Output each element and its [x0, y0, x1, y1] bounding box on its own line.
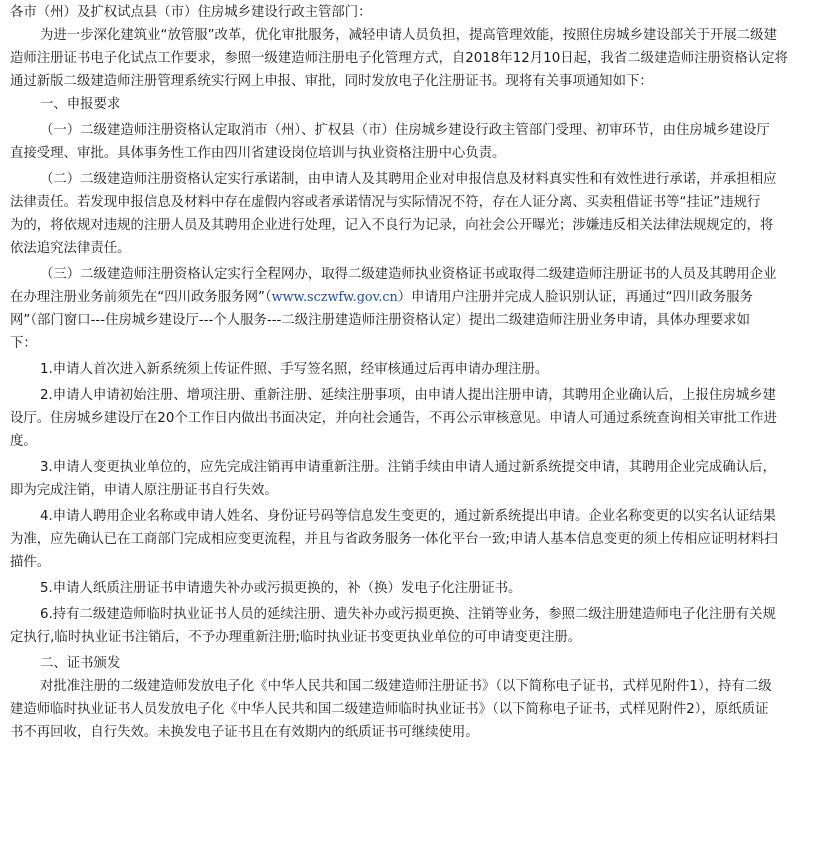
line-text-continued: ）申请用户注册并完成人脸识别认证，再通过“四川政务服务 [397, 290, 753, 305]
document-line [10, 480, 823, 501]
line-text: 3.申请人变更执业单位的，应先完成注销再申请重新注册。注销手续由申请人通过新系统提交申请，其聘用企业完成确认后， [40, 460, 776, 475]
document-line [10, 627, 823, 648]
document-line [10, 578, 823, 599]
document-line [10, 192, 823, 213]
line-text: （一）二级建造师注册资格认定取消市（州）、扩权县（市）住房城乡建设行政主管部门受理、初审环节，由住房城乡建设厅 [40, 123, 770, 138]
document-line [10, 71, 823, 92]
document-line [10, 120, 823, 141]
document-line [10, 408, 823, 429]
line-text: 下： [10, 336, 37, 351]
portal-url-link[interactable]: www.sczwfw.gov.cn [271, 290, 398, 305]
line-text: 为的，将依规对违规的注册人员及其聘用企业进行处理，记入不良行为记录，向社会公开曝光；涉嫌违反相关法律法规规定的，将 [10, 218, 774, 233]
document-line [10, 552, 823, 573]
document-line [10, 385, 823, 406]
line-text: 即为完成注销，申请人原注册证书自行失效。 [10, 483, 278, 498]
line-text: （二）二级建造师注册资格认定实行承诺制，由申请人及其聘用企业对申报信息及材料真实性和有效性进行承诺，并承担相应 [40, 172, 777, 187]
line-text: 设厅。住房城乡建设厅在20个工作日内做出书面决定，并向社会通告，不再公示审核意见。申请人可通过系统查询相关审批工作进 [10, 411, 777, 426]
line-text: 一、申报要求 [40, 97, 121, 112]
document-line [10, 359, 823, 380]
document-line [10, 215, 823, 236]
line-text: 直接受理、审批。具体事务性工作由四川省建设岗位培训与执业资格注册中心负责。 [10, 146, 506, 161]
document-line [10, 604, 823, 625]
document-line [10, 48, 823, 69]
line-text: 定执行,临时执业证书注销后，不予办理重新注册;临时执业证书变更执业单位的可申请变更注册。 [10, 630, 582, 645]
document-line [10, 676, 823, 697]
document-line [10, 529, 823, 550]
line-text: 网”（部门窗口---住房城乡建设厅---个人服务---二级注册建造师注册资格认定）提出二级建造师注册业务申请，具体办理要求如 [10, 313, 751, 328]
document-line [10, 2, 823, 23]
document-line [10, 143, 823, 164]
line-text: 为进一步深化建筑业“放管服”改革，优化审批服务，减轻申请人员负担，提高管理效能，按照住房城乡建设部关于开展二级建 [40, 28, 777, 43]
line-text: 度。 [10, 434, 37, 449]
line-text: 6.持有二级建造师临时执业证书人员的延续注册、遗失补办或污损更换、注销等业务，参照二级注册建造师电子化注册有关规 [40, 607, 776, 622]
document-line [10, 94, 823, 115]
line-text: 在办理注册业务前须先在“四川政务服务网”（ [10, 290, 272, 305]
line-text: 描件。 [10, 555, 51, 570]
line-text: 建造师临时执业证书人员发放电子化《中华人民共和国二级建造师临时执业证书》（以下简称电子证书，式样见附件2），原纸质证 [10, 702, 769, 717]
line-text: 依法追究法律责任。 [10, 241, 131, 256]
line-text: 通过新版二级建造师注册管理系统实行网上申报、审批，同时发放电子化注册证书。现将有关事项通知如下： [10, 74, 653, 89]
document-line [10, 722, 823, 743]
line-text: 2.申请人申请初始注册、增项注册、重新注册、延续注册事项，由申请人提出注册申请，其聘用企业确认后，上报住房城乡建 [40, 388, 776, 403]
document-line [10, 287, 823, 308]
document-line [10, 653, 823, 674]
line-text: 造师注册证书电子化试点工作要求，参照一级建造师注册电子化管理方式，自2018年12月10日起，我省二级建造师注册资格认定将 [10, 51, 788, 66]
line-text: （三）二级建造师注册资格认定实行全程网办，取得二级建造师执业资格证书或取得二级建造师注册证书的人员及其聘用企业 [40, 267, 777, 282]
document-line [10, 264, 823, 285]
document-line [10, 238, 823, 259]
line-text: 二、证书颁发 [40, 656, 121, 671]
line-text: 法律责任。若发现申报信息及材料中存在虚假内容或者承诺情况与实际情况不符，存在人证分离、买卖租借证书等“挂证”违规行 [10, 195, 761, 210]
line-text: 书不再回收，自行失效。未换发电子证书且在有效期内的纸质证书可继续使用。 [10, 725, 479, 740]
document-line [10, 506, 823, 527]
line-text: 各市（州）及扩权试点县（市）住房城乡建设行政主管部门： [10, 5, 372, 20]
document-line [10, 310, 823, 331]
line-text: 对批准注册的二级建造师发放电子化《中华人民共和国二级建造师注册证书》（以下简称电子证书，式样见附件1），持有二级 [40, 679, 772, 694]
document-line [10, 333, 823, 354]
document-line [10, 25, 823, 46]
notice-document [10, 2, 823, 743]
line-text: 1.申请人首次进入新系统须上传证件照、手写签名照，经审核通过后再申请办理注册。 [40, 362, 549, 377]
document-line [10, 169, 823, 190]
line-text: 为准，应先确认已在工商部门完成相应变更流程，并且与省政务服务一体化平台一致;申请人基本信息变更的须上传相应证明材料扫 [10, 532, 778, 547]
line-text: 4.申请人聘用企业名称或申请人姓名、身份证号码等信息发生变更的，通过新系统提出申请。企业名称变更的以实名认证结果 [40, 509, 776, 524]
document-line [10, 431, 823, 452]
document-line [10, 699, 823, 720]
line-text: 5.申请人纸质注册证书申请遗失补办或污损更换的，补（换）发电子化注册证书。 [40, 581, 522, 596]
document-line [10, 457, 823, 478]
